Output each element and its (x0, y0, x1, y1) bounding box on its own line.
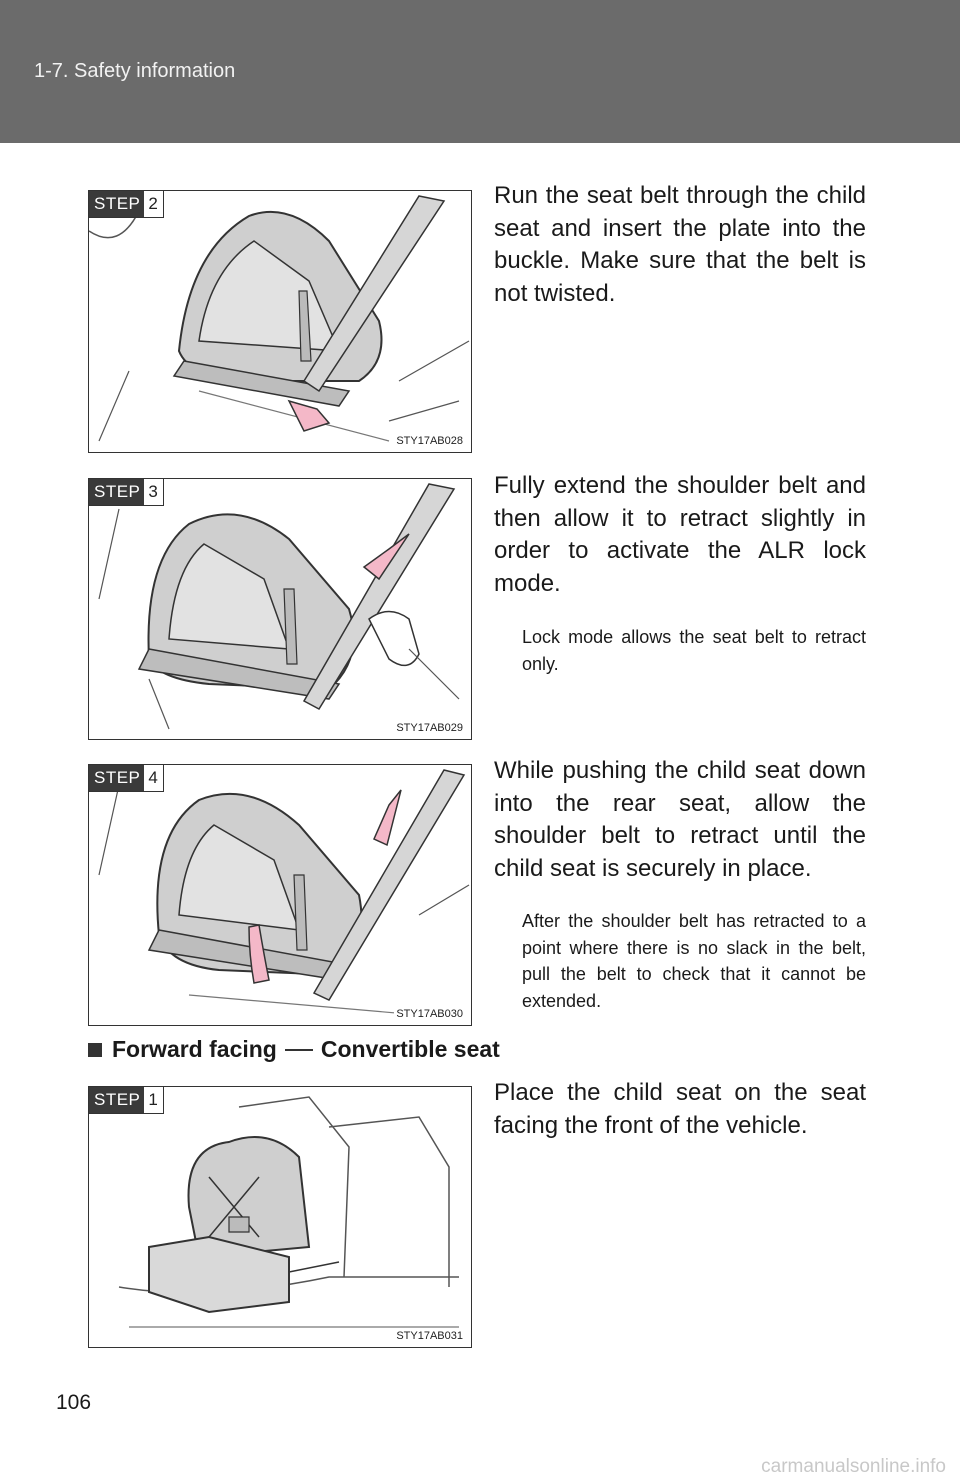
section-heading-part2: Convertible seat (320, 1036, 500, 1062)
step-badge (89, 479, 164, 506)
figure-code: STY17AB031 (396, 1330, 463, 1342)
section-title: 1-7. Safety information (34, 60, 236, 82)
step-label: STEP (89, 765, 144, 791)
step-3-note: Lock mode allows the seat belt to retract only. (522, 627, 866, 674)
section-heading (88, 1036, 500, 1063)
forward-step-1-text: Place the child seat on the seat facing the front of the vehicle. (494, 1079, 866, 1139)
child-seat-illustration (89, 765, 472, 1026)
figure-step-4 (88, 764, 472, 1026)
step-number: 2 (148, 194, 158, 213)
section-heading-part1: Forward facing (112, 1036, 277, 1062)
convertible-seat-illustration (89, 1087, 472, 1348)
dash-separator (285, 1049, 313, 1051)
step-badge (89, 1087, 164, 1114)
step-badge (89, 191, 164, 218)
watermark: carmanualsonline.info (761, 1456, 946, 1477)
figure-code: STY17AB029 (396, 722, 463, 734)
step-2-text: Run the seat belt through the child seat and insert the plate into the buckle. Make sure that the belt is not twisted. (494, 182, 866, 307)
step-label: STEP (89, 1087, 144, 1113)
step-number: 3 (148, 482, 158, 501)
page-header (0, 0, 960, 143)
figure-code: STY17AB030 (396, 1008, 463, 1020)
step-number: 4 (148, 768, 158, 787)
step-label: STEP (89, 479, 144, 505)
step-3-text: Fully extend the shoulder belt and then allow it to retract slightly in order to activate the ALR lock mode. (494, 472, 866, 597)
figure-forward-step-1 (88, 1086, 472, 1348)
figure-code: STY17AB028 (396, 435, 463, 447)
step-4-text: While pushing the child seat down into the rear seat, allow the shoulder belt to retract until the child seat is securely in place. (494, 757, 866, 882)
step-4-note: After the shoulder belt has retracted to a point where there is no slack in the belt, pull the belt to check that it cannot be extended. (522, 911, 866, 1011)
bullet-square-icon (88, 1043, 102, 1057)
child-seat-illustration (89, 191, 472, 453)
step-label: STEP (89, 191, 144, 217)
page-number: 106 (56, 1391, 92, 1414)
figure-step-3 (88, 478, 472, 740)
step-badge (89, 765, 164, 792)
child-seat-illustration (89, 479, 472, 740)
step-number: 1 (148, 1090, 158, 1109)
figure-step-2 (88, 190, 472, 453)
